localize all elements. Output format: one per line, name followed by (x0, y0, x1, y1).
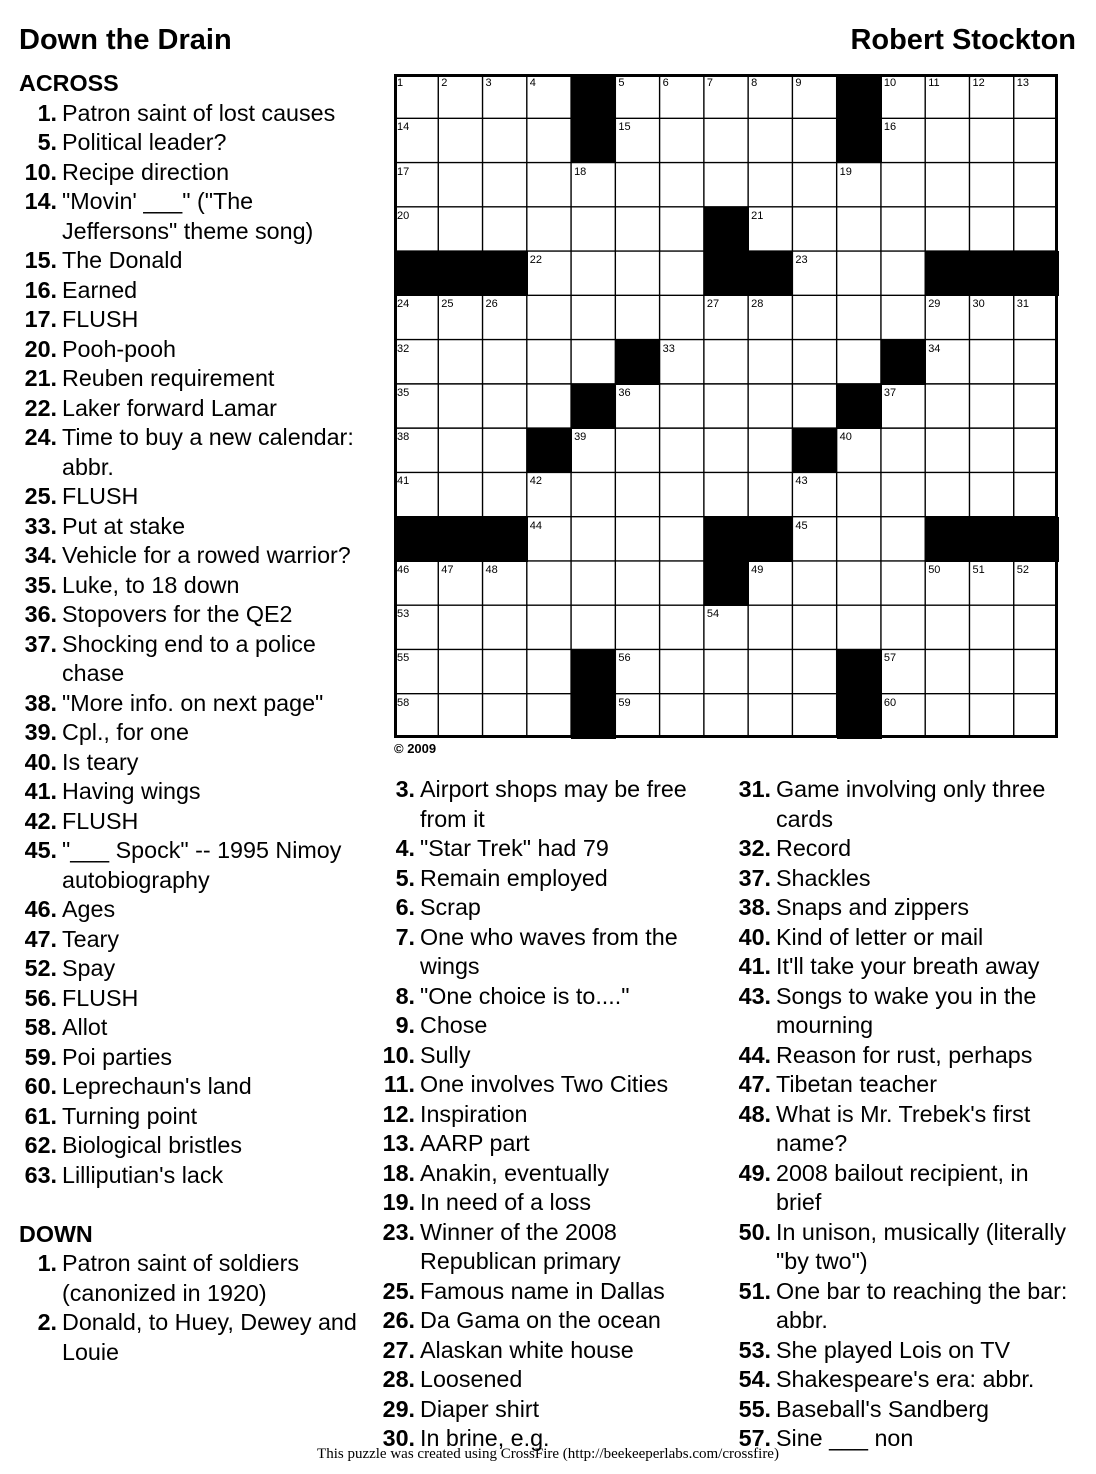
cell-number: 18 (574, 165, 587, 178)
across-clue (19, 630, 369, 689)
clue-number: 43. (738, 982, 771, 1009)
clue-text: "___ Spock" -- 1995 Nimoy autobiography (62, 837, 342, 893)
clue-text: In unison, musically (literally "by two") (776, 1218, 1067, 1274)
clue-number: 54. (738, 1366, 771, 1392)
clue-text: Shakespeare's era: abbr. (776, 1366, 1035, 1392)
clue-text: "More info. on next page" (62, 689, 324, 716)
down-clue (734, 864, 1079, 894)
cell-number: 30 (972, 298, 985, 311)
clue-text: Sully (420, 1041, 471, 1068)
clue-text: Allot (62, 1014, 108, 1040)
clue-text: Political leader? (62, 129, 227, 155)
clue-number: 8. (395, 982, 415, 1009)
clue-number: 36. (24, 601, 57, 627)
cell-number: 43 (795, 475, 808, 488)
clue-text: "Movin' ___" ("The Jeffersons" theme song) (62, 188, 314, 244)
clue-text: FLUSH (62, 483, 139, 509)
cell-number: 50 (928, 563, 941, 576)
clue-number: 19. (382, 1189, 415, 1215)
across-clue (19, 1072, 369, 1102)
cell-number: 22 (529, 254, 543, 267)
across-clue (19, 512, 369, 542)
clue-number: 45. (24, 837, 57, 863)
across-clue (19, 187, 369, 246)
clue-text: Biological bristles (62, 1132, 242, 1158)
clue-text: Reason for rust, perhaps (776, 1041, 1033, 1068)
down-clue (734, 775, 1079, 834)
cell-number: 11 (928, 77, 940, 89)
cell-number: 41 (397, 475, 410, 488)
cell-number: 5 (618, 77, 625, 89)
clue-number: 63. (24, 1161, 57, 1188)
clue-text: AARP part (420, 1130, 530, 1156)
cell-number: 56 (618, 652, 631, 665)
down-clue (377, 1277, 722, 1307)
clue-number: 5. (395, 864, 415, 891)
clue-text: Lilliputian's lack (62, 1161, 224, 1188)
clue-text: Famous name in Dallas (420, 1277, 665, 1304)
down-clue (734, 1070, 1079, 1100)
clue-text: "One choice is to...." (420, 982, 630, 1009)
clue-number: 48. (738, 1100, 771, 1127)
down-clue (377, 1306, 722, 1336)
clue-text: Turning point (62, 1102, 198, 1129)
clue-text: Shocking end to a police chase (62, 630, 316, 686)
cell-number: 24 (397, 298, 410, 311)
down-clue (19, 1249, 369, 1308)
clue-number: 38. (738, 894, 771, 920)
clue-text: One who waves from the wings (420, 923, 678, 979)
down-clue (377, 1188, 722, 1218)
clue-text: "Star Trek" had 79 (420, 835, 609, 861)
down-clue (377, 1070, 722, 1100)
cell-number: 46 (397, 563, 410, 576)
clue-number: 2. (37, 1309, 57, 1335)
down-clue (377, 893, 722, 923)
down-clue (377, 864, 722, 894)
cell-number: 28 (751, 298, 764, 311)
cell-number: 4 (529, 77, 536, 89)
down-clue (734, 952, 1079, 982)
clue-text: Teary (62, 925, 119, 952)
cell-number: 40 (839, 431, 852, 444)
cell-number: 38 (397, 431, 410, 444)
cell-number: 20 (397, 209, 410, 222)
across-clue (19, 1043, 369, 1073)
across-clue (19, 99, 369, 129)
clue-number: 3. (395, 776, 415, 802)
across-clue (19, 925, 369, 955)
clue-text: In brine, e.g. (420, 1425, 550, 1451)
clue-text: FLUSH (62, 306, 139, 332)
cell-number: 34 (928, 342, 941, 355)
footer-credit: This puzzle was created using CrossFire (http://beekeeperlabs.com/crossfire) (317, 1446, 779, 1462)
cell-number: 7 (706, 77, 713, 89)
clue-text: Spay (62, 955, 116, 981)
clue-text: Put at stake (62, 512, 186, 539)
cell-number: 14 (397, 121, 410, 134)
clue-text: Reuben requirement (62, 365, 275, 391)
cell-number: 59 (618, 696, 631, 709)
down-clue (19, 1308, 369, 1367)
cell-number: 58 (397, 696, 410, 709)
across-clue (19, 276, 369, 306)
clue-number: 25. (382, 1277, 415, 1304)
down-clue (734, 982, 1079, 1041)
cell-number: 9 (795, 77, 802, 89)
clue-number: 26. (382, 1307, 415, 1333)
clue-number: 60. (24, 1073, 57, 1099)
clue-number: 7. (395, 923, 415, 950)
clue-text: Sine ___ non (776, 1425, 914, 1451)
clue-text: Vehicle for a rowed warrior? (62, 542, 351, 568)
section-spacer (19, 1190, 369, 1220)
across-clue (19, 895, 369, 925)
clue-text: Record (776, 835, 852, 861)
clue-text: Luke, to 18 down (62, 571, 240, 598)
clue-number: 18. (382, 1159, 415, 1186)
across-clue (19, 335, 369, 365)
cell-number: 12 (972, 77, 985, 89)
down-clue (377, 1365, 722, 1395)
clue-text: Anakin, eventually (420, 1159, 610, 1186)
clue-text: Pooh-pooh (62, 335, 176, 362)
clue-number: 62. (24, 1132, 57, 1158)
clue-number: 47. (738, 1071, 771, 1097)
clue-number: 20. (24, 335, 57, 362)
cell-number: 39 (574, 431, 587, 444)
clue-number: 59. (24, 1043, 57, 1070)
across-clue (19, 984, 369, 1014)
clue-number: 16. (24, 276, 57, 303)
across-header: ACROSS (19, 70, 119, 96)
clue-number: 30. (382, 1425, 415, 1451)
cell-number: 35 (397, 386, 410, 399)
clue-number: 58. (24, 1014, 57, 1040)
clue-text: Cpl., for one (62, 719, 189, 745)
across-clue (19, 246, 369, 276)
clue-number: 46. (24, 896, 57, 922)
clue-number: 51. (738, 1277, 771, 1304)
cell-number: 27 (706, 298, 720, 311)
clue-text: Stopovers for the QE2 (62, 601, 293, 627)
down-clue (734, 1218, 1079, 1277)
down-clue (734, 1100, 1079, 1159)
clue-number: 10. (382, 1041, 415, 1068)
clue-number: 22. (24, 394, 57, 421)
across-clue (19, 748, 369, 778)
clue-number: 32. (738, 835, 771, 861)
clue-text: In need of a loss (420, 1189, 591, 1215)
clue-number: 5. (37, 129, 57, 155)
clue-column-3 (734, 775, 1079, 1454)
cell-number: 6 (662, 77, 669, 89)
cell-number: 29 (928, 298, 941, 311)
clue-text: Loosened (420, 1366, 523, 1392)
down-clue (377, 923, 722, 982)
cell-number: 13 (1016, 77, 1029, 89)
cell-number: 49 (751, 563, 764, 576)
cell-number: 57 (883, 652, 897, 665)
clue-text: One involves Two Cities (420, 1071, 669, 1097)
clue-number: 35. (24, 571, 57, 598)
clue-number: 37. (24, 630, 57, 657)
clue-number: 1. (37, 99, 57, 126)
down-clue (377, 775, 722, 834)
down-clue (377, 1129, 722, 1159)
clue-number: 47. (24, 925, 57, 952)
clue-text: Ages (62, 896, 116, 922)
down-clue (734, 834, 1079, 864)
down-clue (377, 1011, 722, 1041)
clue-number: 55. (738, 1395, 771, 1422)
clue-number: 15. (24, 247, 57, 273)
clue-number: 53. (738, 1336, 771, 1363)
down-clue (377, 1041, 722, 1071)
cell-number: 25 (441, 298, 454, 311)
across-clue (19, 305, 369, 335)
clue-text: Tibetan teacher (776, 1071, 938, 1097)
puzzle-title: Down the Drain (19, 24, 232, 56)
cell-number: 3 (485, 77, 492, 89)
clue-text: Inspiration (420, 1100, 528, 1127)
clue-text: Remain employed (420, 864, 608, 891)
clue-text: Alaskan white house (420, 1336, 634, 1363)
cell-number: 15 (618, 121, 631, 134)
cell-number: 60 (883, 696, 897, 709)
clue-number: 40. (738, 923, 771, 950)
clue-number: 38. (24, 689, 57, 716)
cell-number: 8 (751, 77, 758, 89)
clue-text: Earned (62, 276, 138, 303)
clue-number: 31. (738, 776, 771, 802)
cell-number: 32 (397, 342, 410, 355)
down-clue (377, 834, 722, 864)
clue-number: 27. (382, 1336, 415, 1363)
clue-column-1 (19, 69, 369, 1367)
cell-number: 47 (441, 563, 454, 576)
clue-column-2 (377, 775, 722, 1454)
down-clue (377, 1336, 722, 1366)
clue-text: Laker forward Lamar (62, 394, 277, 421)
clue-text: She played Lois on TV (776, 1336, 1010, 1363)
cell-number: 52 (1016, 563, 1029, 576)
across-clue (19, 1102, 369, 1132)
clue-text: Having wings (62, 778, 201, 804)
cell-number: 17 (397, 165, 410, 178)
clue-text: Scrap (420, 894, 481, 920)
clue-text: What is Mr. Trebek's first name? (776, 1100, 1031, 1156)
down-clue (377, 982, 722, 1012)
cell-number: 44 (529, 519, 543, 532)
cell-number: 53 (397, 608, 410, 621)
clue-text: Poi parties (62, 1043, 173, 1070)
across-clue (19, 1013, 369, 1043)
clue-number: 9. (395, 1012, 415, 1038)
copyright: © 2009 (394, 741, 437, 756)
clue-number: 56. (24, 984, 57, 1011)
clue-text: Shackles (776, 864, 871, 891)
clue-text: Recipe direction (62, 158, 230, 185)
clue-number: 29. (382, 1395, 415, 1422)
down-clue (377, 1100, 722, 1130)
clue-text: Kind of letter or mail (776, 923, 984, 950)
across-clue (19, 1161, 369, 1191)
cell-number: 16 (883, 121, 897, 134)
across-clue (19, 482, 369, 512)
down-header: DOWN (19, 1220, 93, 1247)
cell-number: 36 (618, 386, 631, 399)
cell-number: 54 (706, 608, 720, 621)
down-clue (377, 1395, 722, 1425)
clue-number: 10. (24, 158, 57, 185)
across-clue (19, 600, 369, 630)
cell-number: 21 (751, 209, 764, 222)
clue-number: 17. (24, 306, 57, 332)
clue-text: One bar to reaching the bar: abbr. (776, 1277, 1068, 1333)
across-clue (19, 128, 369, 158)
across-clue (19, 423, 369, 482)
down-clue (734, 1336, 1079, 1366)
clue-number: 40. (24, 748, 57, 775)
clue-number: 33. (24, 512, 57, 539)
clue-number: 37. (738, 864, 771, 891)
clue-text: Songs to wake you in the mourning (776, 982, 1037, 1038)
cell-number: 26 (485, 298, 498, 311)
cell-number: 31 (1016, 298, 1029, 311)
cell-number: 10 (883, 77, 897, 89)
cell-number: 33 (662, 342, 675, 355)
down-clue (734, 893, 1079, 923)
clue-text: 2008 bailout recipient, in brief (776, 1159, 1029, 1215)
clue-text: Patron saint of lost causes (62, 99, 336, 126)
across-clue (19, 364, 369, 394)
cell-number: 23 (795, 254, 808, 267)
clue-text: Is teary (62, 748, 139, 775)
clue-number: 49. (738, 1159, 771, 1186)
cell-number: 48 (485, 563, 498, 576)
clue-number: 28. (382, 1366, 415, 1392)
cell-number: 19 (839, 165, 852, 178)
clue-number: 6. (395, 894, 415, 920)
cell-number: 2 (441, 77, 448, 89)
clue-text: Baseball's Sandberg (776, 1395, 989, 1422)
clue-number: 24. (24, 424, 57, 450)
down-clue (734, 923, 1079, 953)
across-clue (19, 807, 369, 837)
cell-number: 51 (972, 563, 985, 576)
cell-number: 37 (883, 386, 897, 399)
clue-text: The Donald (62, 247, 183, 273)
clue-text: FLUSH (62, 984, 139, 1011)
clue-text: Patron saint of soldiers (canonized in 1920) (62, 1250, 299, 1306)
grid-lines (394, 74, 1058, 738)
clue-text: Game involving only three cards (776, 776, 1046, 832)
clue-number: 4. (395, 835, 415, 861)
across-clue (19, 836, 369, 895)
clue-number: 21. (24, 365, 57, 391)
across-clue (19, 954, 369, 984)
puzzle-author: Robert Stockton (850, 24, 1076, 56)
clue-text: Time to buy a new calendar: abbr. (62, 424, 354, 480)
clue-text: Snaps and zippers (776, 894, 969, 920)
clue-text: It'll take your breath away (776, 953, 1040, 979)
clue-number: 52. (24, 955, 57, 981)
clue-number: 14. (24, 188, 57, 214)
down-clue (377, 1159, 722, 1189)
clue-text: Donald, to Huey, Dewey and Louie (62, 1309, 357, 1365)
clue-text: Da Gama on the ocean (420, 1307, 661, 1333)
across-clue (19, 158, 369, 188)
clue-number: 61. (24, 1102, 57, 1129)
clue-number: 25. (24, 483, 57, 509)
across-clue (19, 571, 369, 601)
clue-text: Leprechaun's land (62, 1073, 252, 1099)
clue-number: 50. (738, 1218, 771, 1245)
clue-text: Chose (420, 1012, 488, 1038)
down-clue (734, 1277, 1079, 1336)
down-clue (734, 1159, 1079, 1218)
cell-number: 42 (529, 475, 543, 488)
clue-number: 44. (738, 1041, 771, 1068)
clue-number: 23. (382, 1218, 415, 1245)
clue-number: 41. (24, 778, 57, 804)
clue-number: 57. (738, 1425, 771, 1451)
clue-number: 42. (24, 807, 57, 834)
cell-number: 1 (397, 77, 404, 89)
clue-text: Winner of the 2008 Republican primary (420, 1218, 621, 1274)
down-clue (734, 1365, 1079, 1395)
clue-number: 41. (738, 953, 771, 979)
across-clue (19, 394, 369, 424)
clue-text: Diaper shirt (420, 1395, 540, 1422)
down-clue (734, 1395, 1079, 1425)
clue-number: 39. (24, 719, 57, 745)
clue-text: Airport shops may be free from it (420, 776, 687, 832)
down-clue (734, 1041, 1079, 1071)
across-clue (19, 1131, 369, 1161)
clue-number: 1. (37, 1250, 57, 1276)
across-clue (19, 777, 369, 807)
across-clue (19, 689, 369, 719)
across-clue (19, 541, 369, 571)
clue-number: 12. (382, 1100, 415, 1127)
cell-number: 55 (397, 652, 410, 665)
clue-number: 11. (383, 1071, 415, 1097)
down-clue (377, 1218, 722, 1277)
clue-text: FLUSH (62, 807, 139, 834)
across-clue (19, 718, 369, 748)
clue-number: 34. (24, 542, 57, 568)
clue-number: 13. (382, 1130, 415, 1156)
cell-number: 45 (795, 519, 808, 532)
